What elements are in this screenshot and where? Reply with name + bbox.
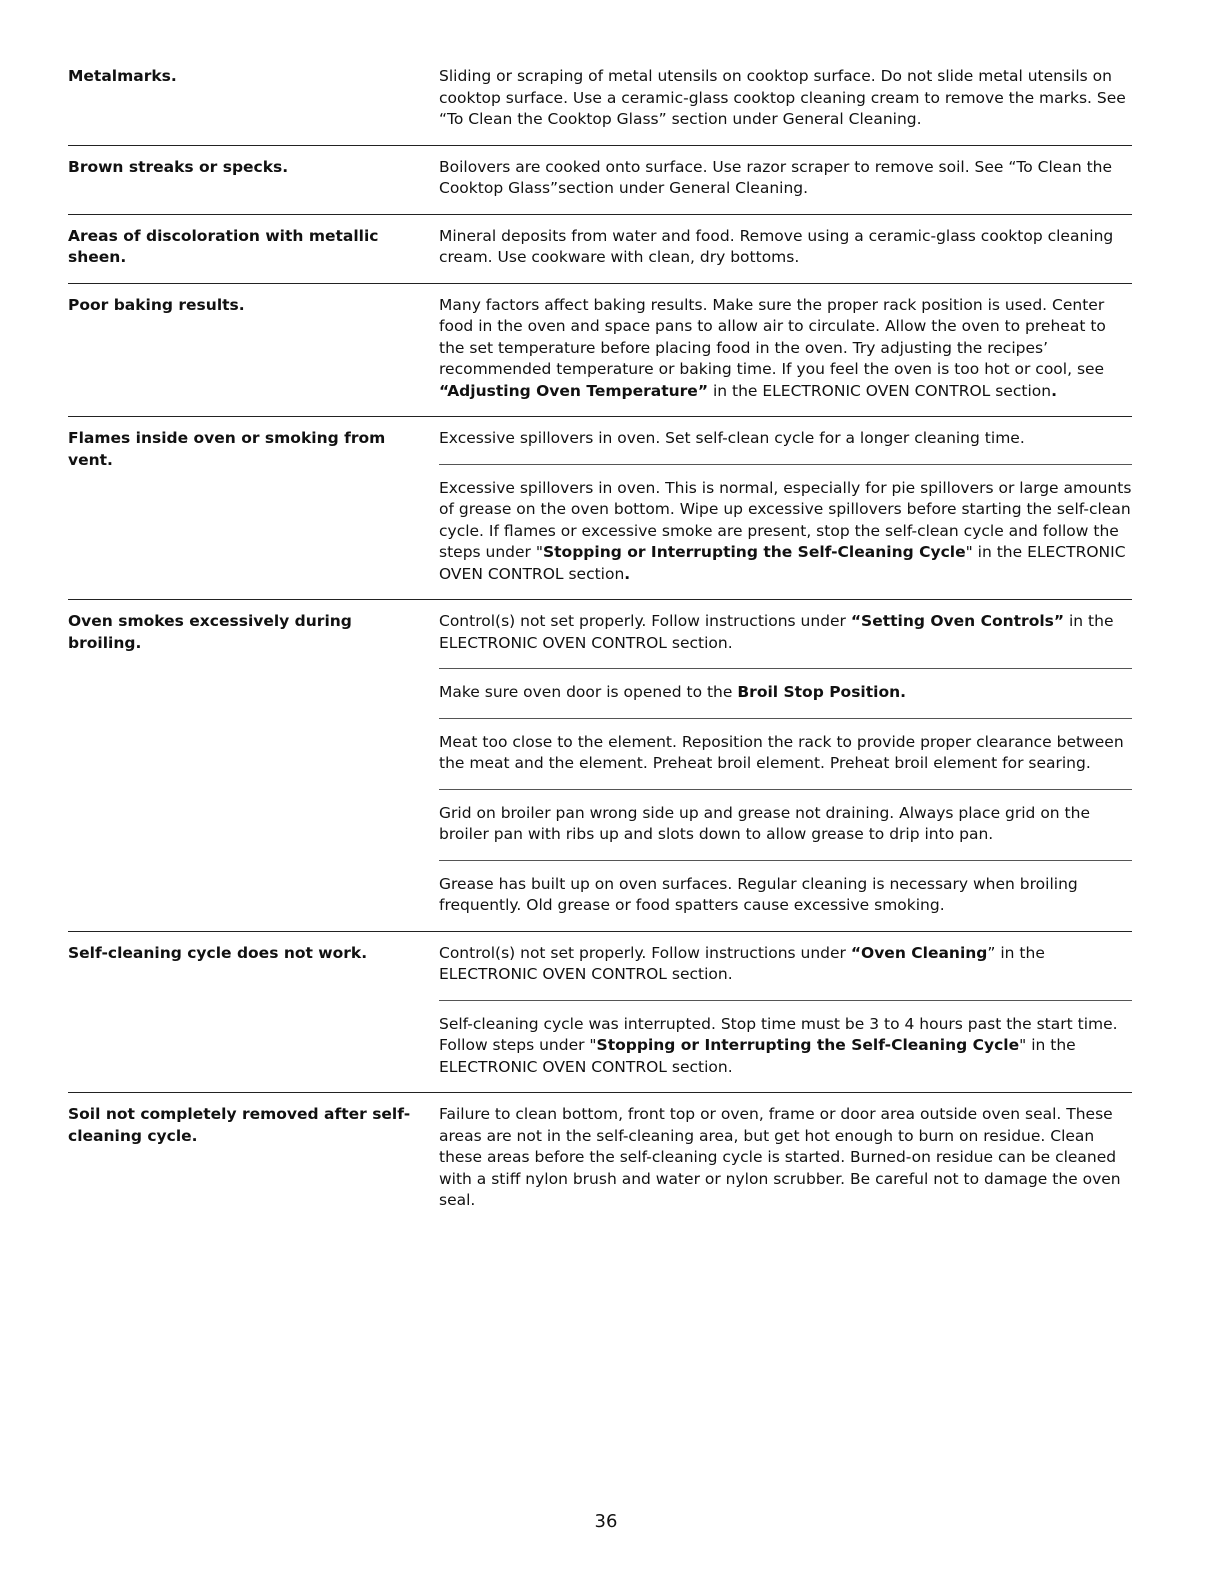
solution-emphasis: Stopping or Interrupting the Self-Cleaning Cycle bbox=[542, 543, 966, 561]
page-number: 36 bbox=[594, 1511, 618, 1532]
solutions-column bbox=[439, 155, 1132, 214]
solution-text bbox=[439, 872, 1132, 931]
problem-label: Poor baking results. bbox=[68, 295, 245, 314]
solution-segment: Excessive spillovers in oven. This is normal, especially for pie spillovers or large amounts of grease on the oven bottom. Wipe up excessive spillovers before starting the self-clean cycle. If flames or excessive smoke are present, stop the self-clean cycle and follow the steps under " bbox=[439, 478, 1132, 561]
solutions-column bbox=[439, 1102, 1132, 1226]
solutions-column bbox=[439, 609, 1132, 931]
solution-emphasis: “Setting Oven Controls” bbox=[850, 612, 1065, 630]
solution-segment: Boilovers are cooked onto surface. Use razor scraper to remove soil. See “To Clean the Cooktop Glass”section under General Cleaning. bbox=[439, 157, 1113, 197]
solutions-column bbox=[439, 293, 1132, 417]
solution-segment: in the ELECTRONIC OVEN CONTROL section. bbox=[439, 612, 1114, 652]
troubleshooting-row bbox=[68, 932, 1132, 1094]
solution-emphasis: Stopping or Interrupting the Self-Cleaning Cycle bbox=[596, 1036, 1020, 1054]
solutions-column bbox=[439, 941, 1132, 1093]
solution-text bbox=[439, 155, 1132, 214]
solution-text bbox=[439, 730, 1132, 790]
solution-text bbox=[439, 64, 1132, 145]
troubleshooting-row bbox=[68, 215, 1132, 284]
solution-text bbox=[439, 293, 1132, 417]
solutions-column bbox=[439, 64, 1132, 145]
problem-label: Self-cleaning cycle does not work. bbox=[68, 943, 368, 962]
solution-segment: " in the ELECTRONIC OVEN CONTROL section bbox=[439, 543, 1126, 583]
solution-text bbox=[439, 680, 1132, 719]
solution-text bbox=[439, 801, 1132, 861]
solution-text bbox=[439, 1012, 1132, 1093]
problem-label: Brown streaks or specks. bbox=[68, 157, 289, 176]
problem-label: Oven smokes excessively during broiling. bbox=[68, 612, 352, 652]
solution-segment: Failure to clean bottom, front top or oven, frame or door area outside oven seal. These areas are not in the self-cleaning area, but get hot enough to burn on residue. Clean these areas before the self-cleaning cycle is started. Burned-on residue can be cleaned with a stiff nylon brush and water or nylon scrubber. Be careful not to damage the oven seal. bbox=[439, 1105, 1121, 1209]
problem-label: Soil not completely removed after self-cleaning cycle. bbox=[68, 1105, 411, 1145]
solution-text bbox=[439, 426, 1132, 465]
solution-emphasis: “Adjusting Oven Temperature” bbox=[439, 381, 709, 400]
solution-segment: Control(s) not set properly. Follow instructions under bbox=[439, 612, 851, 630]
solutions-column bbox=[439, 426, 1132, 599]
troubleshooting-row bbox=[68, 64, 1132, 146]
solution-emphasis: “Oven Cleaning bbox=[850, 943, 988, 962]
problem-label: Metalmarks. bbox=[68, 67, 177, 85]
solution-segment: Many factors affect baking results. Make sure the proper rack position is used. Center food in the oven and space pans to allow air to circulate. Allow the oven to preheat to the set temperature before placing food in the oven. Try adjusting the recipes’ recommended temperature or baking time. If you feel the oven is too hot or cool, see bbox=[439, 295, 1106, 378]
solution-text bbox=[439, 609, 1132, 669]
problem-label: Areas of discoloration with metallic sheen. bbox=[68, 226, 379, 266]
solution-text bbox=[439, 224, 1132, 283]
solution-segment: Control(s) not set properly. Follow instructions under bbox=[439, 943, 851, 962]
solution-text bbox=[439, 476, 1132, 600]
solution-segment: Grid on broiler pan wrong side up and grease not draining. Always place grid on the broiler pan with ribs up and slots down to allow grease to drip into pan. bbox=[439, 803, 1090, 843]
solution-segment: Sliding or scraping of metal utensils on cooktop surface. Do not slide metal utensils on cooktop surface. Use a ceramic-glass cooktop cleaning cream to remove the marks. See “To Clean the Cooktop Glass” section under General Cleaning. bbox=[439, 67, 1126, 128]
solution-segment: Excessive spillovers in oven. Set self-clean cycle for a longer cleaning time. bbox=[439, 429, 1025, 447]
solution-segment: ” in the ELECTRONIC OVEN CONTROL section. bbox=[439, 943, 1045, 983]
solution-segment: Self-cleaning cycle was interrupted. Stop time must be 3 to 4 hours past the start time. Follow steps under " bbox=[439, 1014, 1118, 1054]
solution-segment: Mineral deposits from water and food. Remove using a ceramic-glass cooktop cleaning cream. Use cookware with clean, dry bottoms. bbox=[439, 226, 1114, 266]
solution-segment: in the ELECTRONIC OVEN CONTROL section bbox=[708, 381, 1052, 400]
solution-emphasis: . bbox=[624, 564, 631, 583]
troubleshooting-row bbox=[68, 146, 1132, 215]
troubleshooting-row bbox=[68, 600, 1132, 932]
problem-label: Flames inside oven or smoking from vent. bbox=[68, 429, 386, 469]
troubleshooting-row bbox=[68, 1093, 1132, 1226]
solution-segment: Make sure oven door is opened to the bbox=[439, 683, 738, 701]
solution-text bbox=[439, 1102, 1132, 1226]
solutions-column bbox=[439, 224, 1132, 283]
solution-text bbox=[439, 941, 1132, 1001]
solution-segment: Grease has built up on oven surfaces. Regular cleaning is necessary when broiling frequently. Old grease or food spatters cause excessive smoking. bbox=[439, 874, 1078, 914]
solution-emphasis: Broil Stop Position. bbox=[737, 683, 907, 701]
troubleshooting-row bbox=[68, 284, 1132, 418]
solution-segment: Meat too close to the element. Reposition the rack to provide proper clearance between the meat and the element. Preheat broil element. Preheat broil element for searing. bbox=[439, 732, 1124, 772]
troubleshooting-row bbox=[68, 417, 1132, 600]
solution-segment: " in the ELECTRONIC OVEN CONTROL section. bbox=[439, 1036, 1076, 1076]
solution-emphasis: . bbox=[1051, 381, 1057, 400]
troubleshooting-table bbox=[68, 64, 1132, 1226]
